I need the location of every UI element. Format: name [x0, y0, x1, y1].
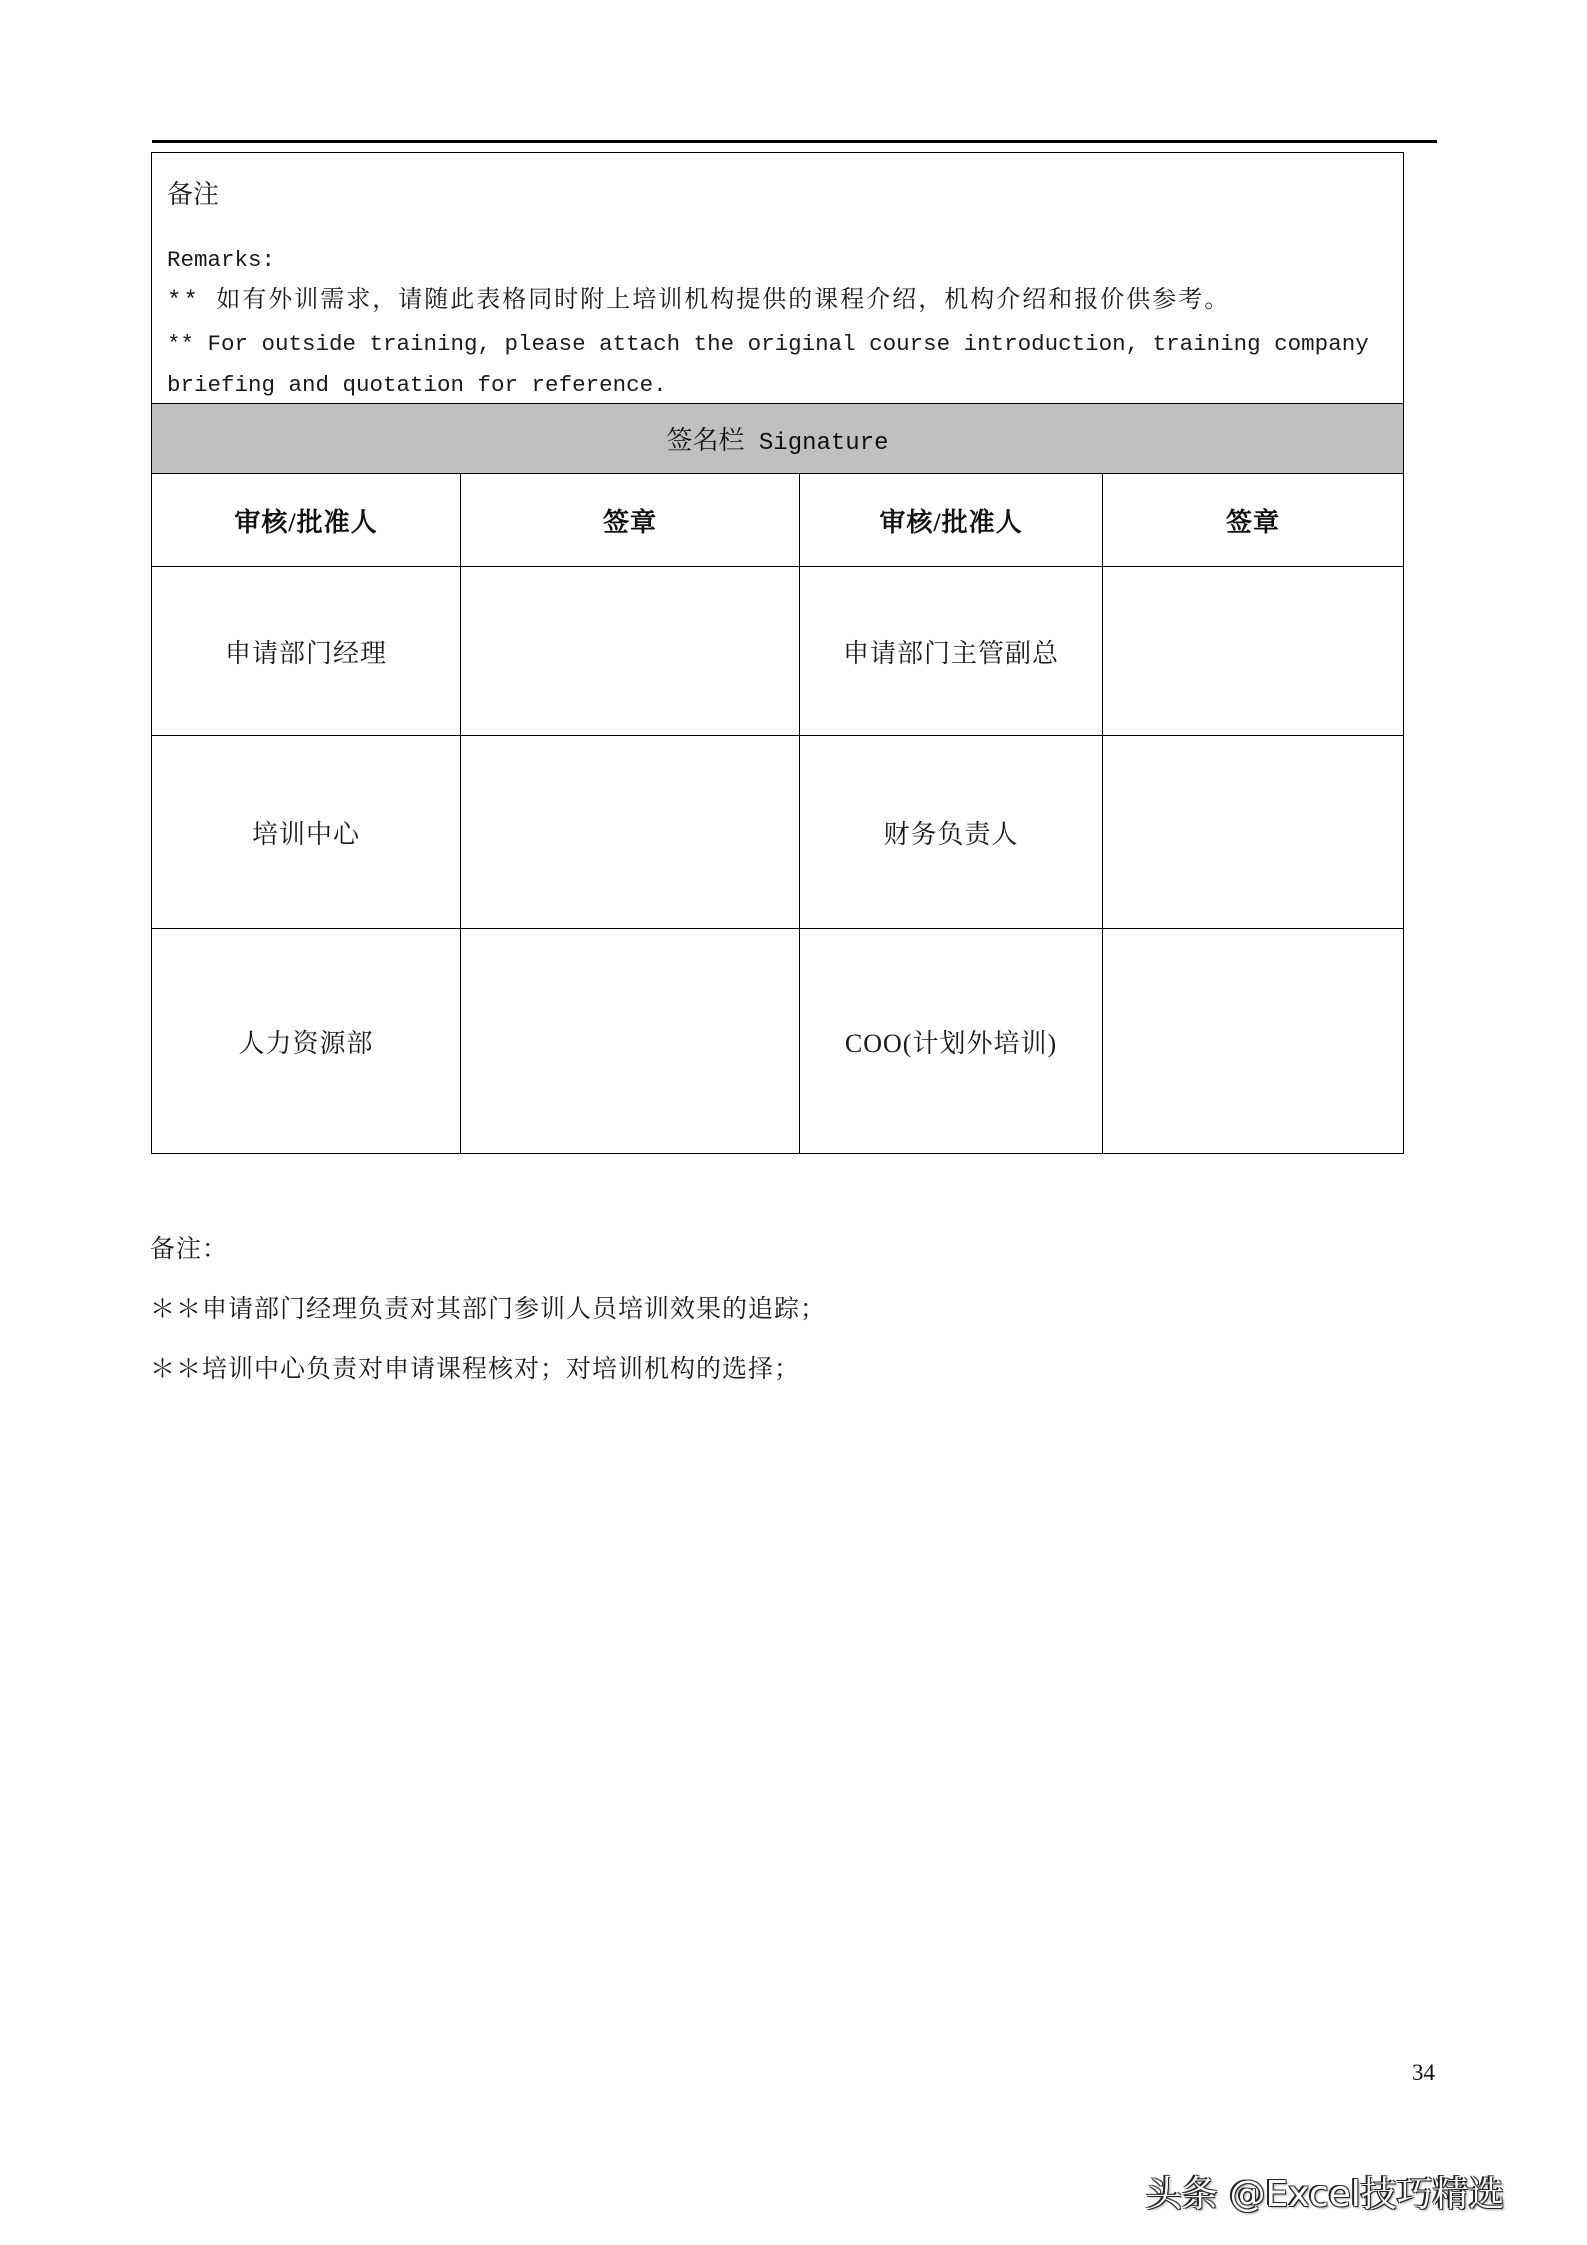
role-training-center: 培训中心	[152, 736, 461, 929]
training-approval-form	[151, 152, 1404, 1154]
notes-section	[150, 1232, 826, 1412]
table-row	[152, 929, 1404, 1154]
role-coo: COO(计划外培训)	[800, 929, 1103, 1154]
signature-header-row	[152, 474, 1404, 567]
role-finance-head: 财务负责人	[800, 736, 1103, 929]
signature-field-dept-manager[interactable]	[461, 567, 800, 736]
role-dept-manager: 申请部门经理	[152, 567, 461, 736]
remarks-line-en-2: briefing and quotation for reference.	[167, 372, 667, 398]
remarks-line-en-1: ** For outside training, please attach the original course introduction, training company	[167, 331, 1369, 357]
watermark: 头条 @Excel技巧精选	[1146, 2174, 1505, 2215]
header-rule	[152, 140, 1437, 143]
signature-field-finance-head[interactable]	[1103, 736, 1404, 929]
role-dept-vp: 申请部门主管副总	[800, 567, 1103, 736]
remarks-title-cn: 备注	[167, 180, 220, 209]
signature-title-cn: 签名栏	[666, 426, 745, 456]
header-seal-left: 签章	[461, 474, 800, 567]
signature-title-en: Signature	[758, 430, 889, 457]
signature-field-training-center[interactable]	[461, 736, 800, 929]
remarks-title-en: Remarks:	[167, 247, 276, 273]
remarks-cell	[152, 153, 1404, 404]
notes-title: 备注：	[150, 1236, 229, 1263]
signature-field-coo[interactable]	[1103, 929, 1404, 1154]
role-hr-department: 人力资源部	[152, 929, 461, 1154]
table-row	[152, 567, 1404, 736]
remarks-line-cn: ** 如有外训需求，请随此表格同时附上培训机构提供的课程介绍，机构介绍和报价供参考。	[167, 288, 1231, 315]
header-seal-right: 签章	[1103, 474, 1404, 567]
signature-field-hr-department[interactable]	[461, 929, 800, 1154]
note-item: ＊＊申请部门经理负责对其部门参训人员培训效果的追踪；	[150, 1296, 827, 1323]
header-approver-right: 审核/批准人	[800, 474, 1103, 567]
header-approver-left: 审核/批准人	[152, 474, 461, 567]
signature-field-dept-vp[interactable]	[1103, 567, 1404, 736]
table-row	[152, 736, 1404, 929]
page-number: 34	[1412, 2060, 1435, 2085]
note-item: ＊＊培训中心负责对申请课程核对；对培训机构的选择；	[150, 1356, 801, 1383]
signature-section-header	[152, 404, 1404, 474]
